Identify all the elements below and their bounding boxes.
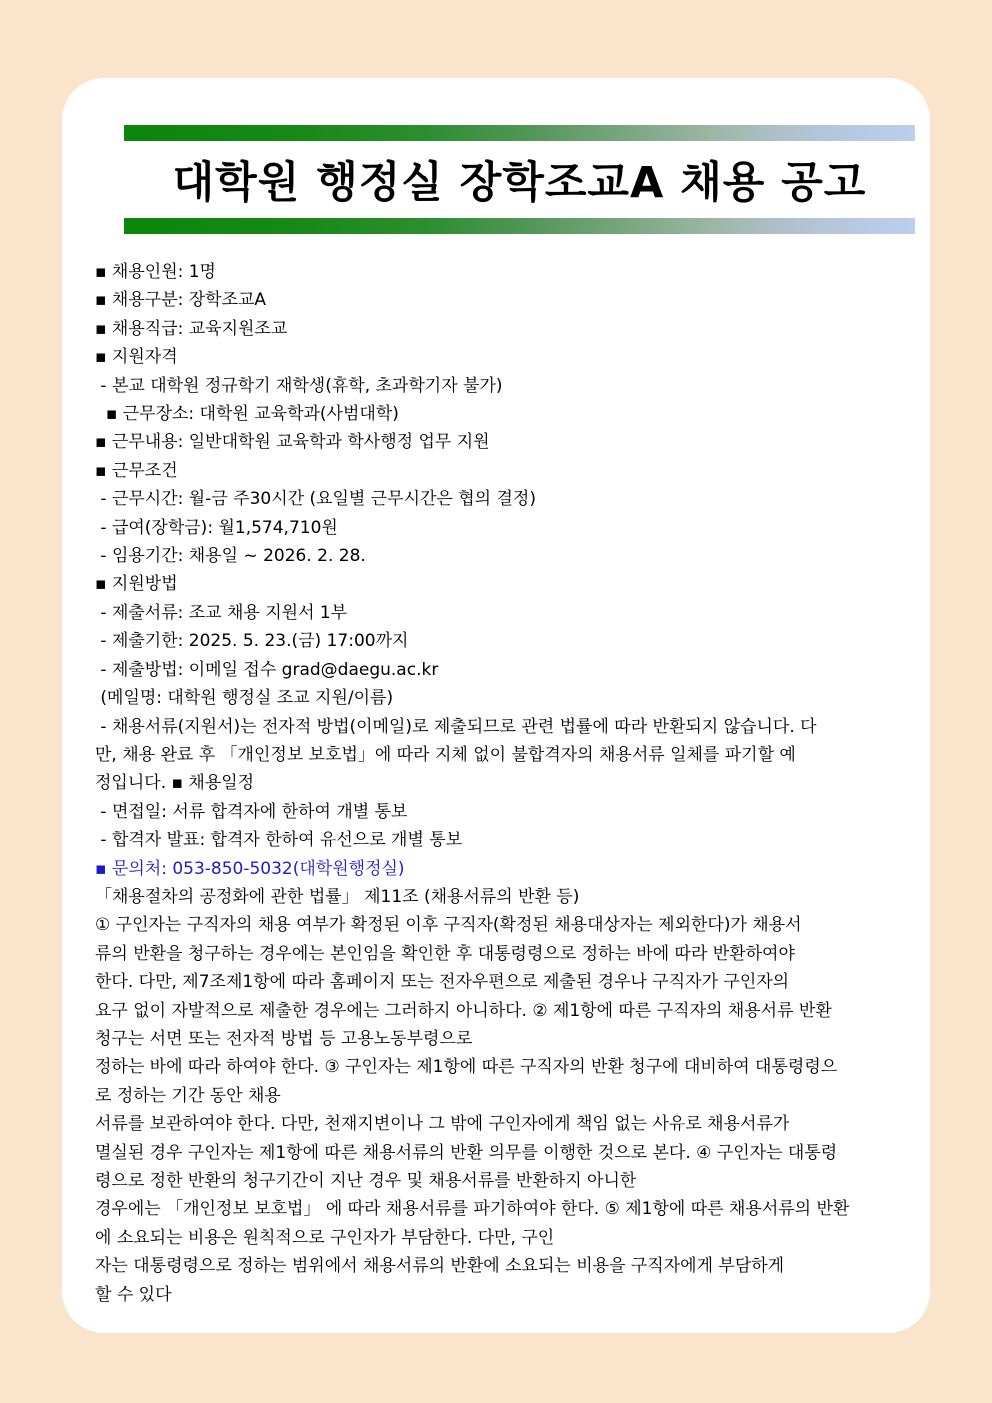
body-line: - 합격자 발표: 합격자 한하여 유선으로 개별 통보	[95, 830, 463, 851]
body-line: 경우에는 「개인정보 보호법」 에 따라 채용서류를 파기하여야 한다. ⑤ 제1항에 따른 채용서류의 반환	[95, 1199, 850, 1220]
body-line: - 임용기간: 채용일 ~ 2026. 2. 28.	[95, 546, 366, 567]
body-line: 할 수 있다	[95, 1284, 172, 1305]
body-line: ▪ 채용구분: 장학조교A	[95, 290, 267, 311]
body-line: 서류를 보관하여야 한다. 다만, 천재지변이나 그 밖에 구인자에게 책임 없는 사유로 채용서류가	[95, 1114, 790, 1135]
body-line: ▪ 근무장소: 대학원 교육학과(사범대학)	[95, 404, 399, 425]
title-bar-top	[124, 125, 915, 141]
body-line: ▪ 근무내용: 일반대학원 교육학과 학사행정 업무 지원	[95, 432, 490, 453]
body-line: 정하는 바에 따라 하여야 한다. ③ 구인자는 제1항에 따른 구직자의 반환 청구에 대비하여 대통령령으	[95, 1057, 838, 1078]
title-row	[124, 141, 915, 218]
notice-card	[62, 78, 930, 1333]
body-line: ▪ 문의처: 053-850-5032(대학원행정실)	[95, 858, 405, 879]
body-line: - 면접일: 서류 합격자에 한하여 개별 통보	[95, 801, 408, 822]
title-bar-bottom	[124, 218, 915, 234]
body-line: - 본교 대학원 정규학기 재학생(휴학, 초과학기자 불가)	[95, 375, 503, 396]
body-line: ▪ 채용인원: 1명	[95, 262, 216, 282]
body-line: 청구는 서면 또는 전자적 방법 등 고용노동부령으로	[95, 1028, 473, 1049]
body-line: 「채용절차의 공정화에 관한 법률」 제11조 (채용서류의 반환 등)	[95, 886, 580, 907]
body-line: ▪ 근무조건	[95, 460, 178, 481]
body-line: - 급여(장학금): 월1,574,710원	[95, 517, 338, 538]
body-line: 령으로 정한 반환의 청구기간이 지난 경우 및 채용서류를 반환하지 아니한	[95, 1171, 637, 1191]
body-line: - 제출방법: 이메일 접수 grad@daegu.ac.kr	[95, 659, 439, 680]
body-line: 만, 채용 완료 후 「개인정보 보호법」에 따라 지체 없이 불합격자의 채용서류 일체를 파기할 예	[95, 744, 796, 765]
body-line: (메일명: 대학원 행정실 조교 지원/이름)	[95, 688, 394, 709]
body-line: 에 소요되는 비용은 원칙적으로 구인자가 부담한다. 다만, 구인	[95, 1227, 555, 1248]
body-line: - 채용서류(지원서)는 전자적 방법(이메일)로 제출되므로 관련 법률에 따라 반환되지 않습니다. 다	[95, 716, 817, 737]
body-line: 로 정하는 기간 동안 채용	[95, 1085, 281, 1106]
body-line: 요구 없이 자발적으로 제출한 경우에는 그러하지 아니하다. ② 제1항에 따른 구직자의 채용서류 반환	[95, 1000, 832, 1021]
body-line: ▪ 채용직급: 교육지원조교	[95, 318, 288, 339]
body-line: ① 구인자는 구직자의 채용 여부가 확정된 이후 구직자(확정된 채용대상자는 제외한다)가 채용서	[95, 915, 802, 936]
body-line: - 제출서류: 조교 채용 지원서 1부	[95, 602, 348, 623]
body-line: - 제출기한: 2025. 5. 23.(금) 17:00까지	[95, 631, 409, 652]
body-line: 한다. 다만, 제7조제1항에 따라 홈페이지 또는 전자우편으로 제출된 경우나 구직자가 구인자의	[95, 972, 790, 993]
body-line: ▪ 지원자격	[95, 347, 178, 368]
notice-header	[124, 125, 915, 234]
body-line: ▪ 지원방법	[95, 574, 178, 595]
page-title: 대학원 행정실 장학조교A 채용 공고	[172, 158, 867, 208]
body-line: 자는 대통령령으로 정하는 범위에서 채용서류의 반환에 소요되는 비용을 구직자에게 부담하게	[95, 1256, 785, 1277]
body-line: - 근무시간: 월-금 주30시간 (요일별 근무시간은 협의 결정)	[95, 489, 536, 510]
body-line: 류의 반환을 청구하는 경우에는 본인임을 확인한 후 대통령령으로 정하는 바에 따라 반환하여야	[95, 943, 795, 964]
body-line: 멸실된 경우 구인자는 제1항에 따른 채용서류의 반환 의무를 이행한 것으로 본다. ④ 구인자는 대통령	[95, 1142, 838, 1163]
body-line: 정입니다. ▪ 채용일정	[95, 773, 255, 794]
notice-body	[95, 258, 912, 1309]
